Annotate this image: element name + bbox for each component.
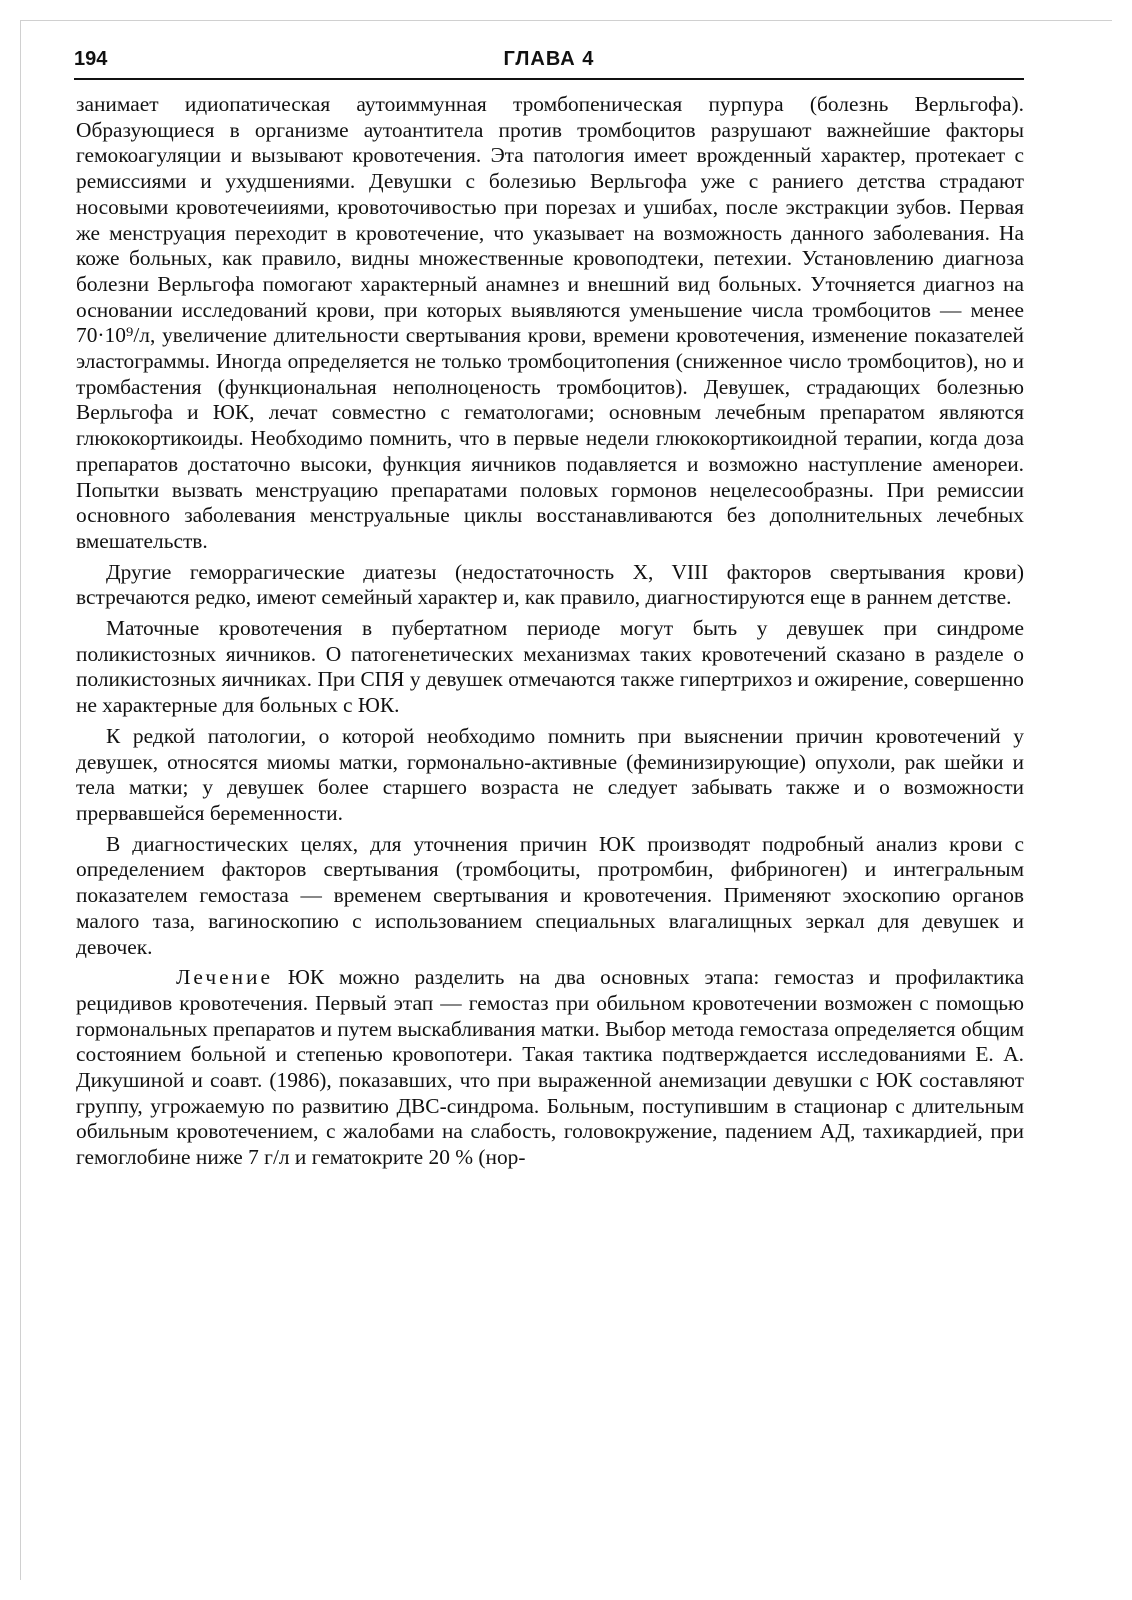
paragraph	[76, 965, 1024, 1171]
page-edge	[20, 20, 21, 1580]
paragraph: Маточные кровотечения в пубертатном периоде могут быть у девушек при синдроме поликистозных яичников. О патогенетических механизмах таких кровотечений сказано в разделе о поликистозных яичниках. При СПЯ у девушек отмечаются также гипертрихоз и ожирение, совершенно не характерные для больных с ЮК.	[76, 616, 1024, 718]
section-lead-word: Лечение	[176, 965, 273, 990]
page-number: 194	[74, 48, 108, 70]
paragraph: занимает идиопатическая аутоиммунная тромбопеническая пурпура (болезнь Верльгофа). Образующиеся в организме аутоантитела против тромбоцитов разрушают важнейшие факторы гемокоагуляции и вызывают кровотечения. Эта патология имеет врожденный характер, протекает с ремиссиями и ухудшениями. Девушки с болезиью Верльгофа уже с раниего детства страдают носовыми кровотечеииями, кровоточивостью при порезах и ушибах, после экстракции зубов. Первая же менструация переходит в кровотечение, что указывает на возможность данного заболевания. На коже больных, как правило, видны множественные кровоподтеки, петехии. Установлению диагноза болезни Верльгофа помогают характерный анамнез и внешний вид больных. Уточняется диагноз на основании исследований крови, при которых выявляются уменьшение числа тромбоцитов — менее 70·10⁹/л, увеличение длительности свертывания крови, времени кровотечения, изменение показателей эластограммы. Иногда определяется не только тромбоцитопения (сниженное число тромбоцитов), но и тромбастения (функциональная неполноценость тромбоцитов). Девушек, страдающих болезнью Верльгофа и ЮК, лечат совместно с гематологами; основным лечебным препаратом являются глюкокортикоиды. Необходимо помнить, что в первые недели глюкокортикоидной терапии, когда доза препаратов достаточно высоки, функция яичников подавляется и возможно наступление аменореи. Попытки вызвать менструацию препаратами половых гормонов нецелесообразны. При ремиссии основного заболевания менструальные циклы восстанавливаются без дополнительных лечебных вмешательств.	[76, 92, 1024, 553]
paragraph: К редкой патологии, о которой необходимо помнить при выяснении причин кровотечений у девушек, относятся миомы матки, гормонально-активные (феминизирующие) опухоли, рак шейки и тела матки; у девушек более старшего возраста не следует забывать также и о возможности прервавшейся беременности.	[76, 723, 1024, 825]
paragraph-text: ЮК можно разделить на два основных этапа: гемостаз и профилактика рецидивов кровотечения. Первый этап — гемостаз при обильном кровотечении возможен с помощью гормональных препаратов и путем выскабливания матки. Выбор метода гемостаза определяется общим состоянием больной и степенью кровопотери. Такая тактика подтверждается исследованиями Е. А. Дикушиной и соавт. (1986), показавших, что при выраженной анемизации девушки с ЮК составляют группу, угрожаемую по развитию ДВС-синдрома. Больным, поступившим в стационар с длительным обильным кровотечением, с жалобами на слабость, головокружение, падением АД, тахикардией, при гемоглобине ниже 7 г/л и гематокрите 20 % (нор-	[76, 965, 1024, 1170]
paragraph: В диагностических целях, для уточнения причин ЮК производят подробный анализ крови с определением факторов свертывания (тромбоциты, протромбин, фибриноген) и интегральным показателем гемостаза — временем свертывания и кровотечения. Применяют эхоскопию органов малого таза, вагиноскопию с использованием специальных влагалищных зеркал для девушек и девочек.	[76, 831, 1024, 959]
page-edge	[20, 20, 1112, 21]
paragraph: Другие геморрагические диатезы (недостаточность X, VIII факторов свертывания крови) встречаются редко, имеют семейный характер и, как правило, диагностируются еще в раннем детстве.	[76, 559, 1024, 610]
page-body	[76, 92, 1024, 1582]
chapter-title: ГЛАВА 4	[503, 48, 595, 70]
running-header	[74, 48, 1024, 80]
